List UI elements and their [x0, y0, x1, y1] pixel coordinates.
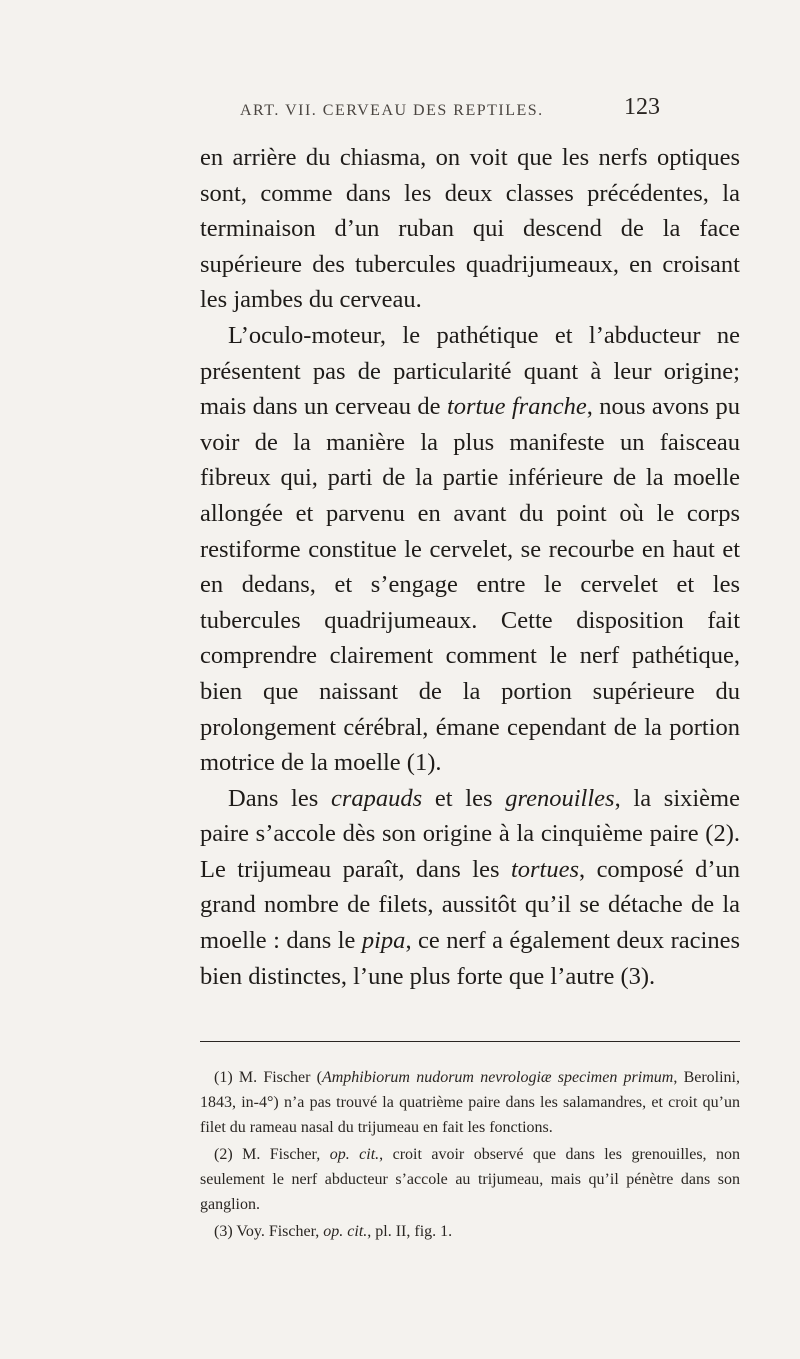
paragraph-3-text-c: , la sixième paire s’accole dès son origine à la cinquième paire (2). Le trijumeau paraît, dans les	[200, 784, 740, 883]
footnote-2-text-a: (2) M. Fischer,	[214, 1146, 330, 1163]
paragraph-3-italic-3: tortues	[510, 855, 579, 883]
paragraph-2	[200, 318, 740, 781]
footnote-2	[200, 1142, 740, 1217]
paragraph-3	[200, 781, 740, 995]
paragraph-2-italic-1: tortue franche	[446, 393, 587, 421]
page-number: 123	[624, 94, 660, 120]
footnote-3-text-b: , pl. II, fig. 1.	[367, 1223, 453, 1240]
paragraph-2-text-b: , nous avons pu voir de la manière la plus manifeste un faisceau fibreux qui, parti de la partie inférieure de la moelle allongée et parvenu en avant du point où le corps restiforme constitue le cervelet, se recourbe en haut et en dedans, et s’engage entre le cervelet et les tubercules quadrijumeaux. Cette disposition fait comprendre clairement comment le nerf pathétique, bien que naissant de la portion supérieure du prolongement cérébral, émane cependant de la portion motrice de la moelle (1).	[200, 393, 740, 777]
footnote-3-italic: op. cit.	[323, 1223, 368, 1240]
paragraph-3-text-d: , composé d’un grand nombre de filets, aussitôt qu’il se détache de la moelle : dans le	[200, 855, 740, 955]
paragraph-1-text: en arrière du chiasma, on voit que les nerfs optiques sont, comme dans les deux classes précédentes, la terminaison d’un ruban qui descend de la face supérieure des tubercules quadrijumeaux, en croisant les jambes du cerveau.	[200, 144, 740, 314]
footnote-rule	[200, 1041, 740, 1042]
main-text	[200, 140, 740, 994]
paragraph-3-italic-1: crapauds	[330, 784, 423, 812]
page-header	[240, 92, 660, 132]
paragraph-3-text-e: , ce nerf a également deux racines bien distinctes, l’une plus forte que l’autre (3).	[200, 927, 740, 990]
footnote-1	[200, 1065, 740, 1140]
footnote-3	[200, 1219, 740, 1244]
footnotes	[200, 1065, 740, 1246]
footnote-2-italic: op. cit.	[329, 1146, 380, 1163]
paragraph-2-text-a: L’oculo-moteur, le pathétique et l’abducteur ne présentent pas de particularité quant à leur origine; mais dans un cerveau de	[200, 321, 740, 421]
footnote-3-text-a: (3) Voy. Fischer,	[214, 1223, 324, 1240]
paragraph-1	[200, 140, 740, 318]
paragraph-3-italic-4: pipa	[361, 927, 406, 955]
paragraph-3-text-a: Dans les	[228, 784, 331, 812]
footnote-1-text-a: (1) M. Fischer (	[214, 1069, 322, 1086]
paragraph-3-italic-2: grenouilles	[505, 784, 615, 812]
footnote-1-text-b: , Berolini, 1843, in-4°) n’a pas trouvé la quatrième paire dans les salamandres, et croit qu’un filet du rameau nasal du trijumeau en fait les fonctions.	[200, 1069, 740, 1136]
running-head: ART. VII. CERVEAU DES REPTILES.	[240, 102, 544, 119]
footnote-1-italic: Amphibiorum nudorum nevrologiæ specimen primum	[321, 1069, 674, 1086]
paragraph-3-text-b: et les	[422, 784, 506, 812]
footnote-2-text-b: , croit avoir observé que dans les grenouilles, non seulement le nerf abducteur s’accole au trijumeau, mais qu’il pénètre dans son ganglion.	[200, 1146, 741, 1213]
